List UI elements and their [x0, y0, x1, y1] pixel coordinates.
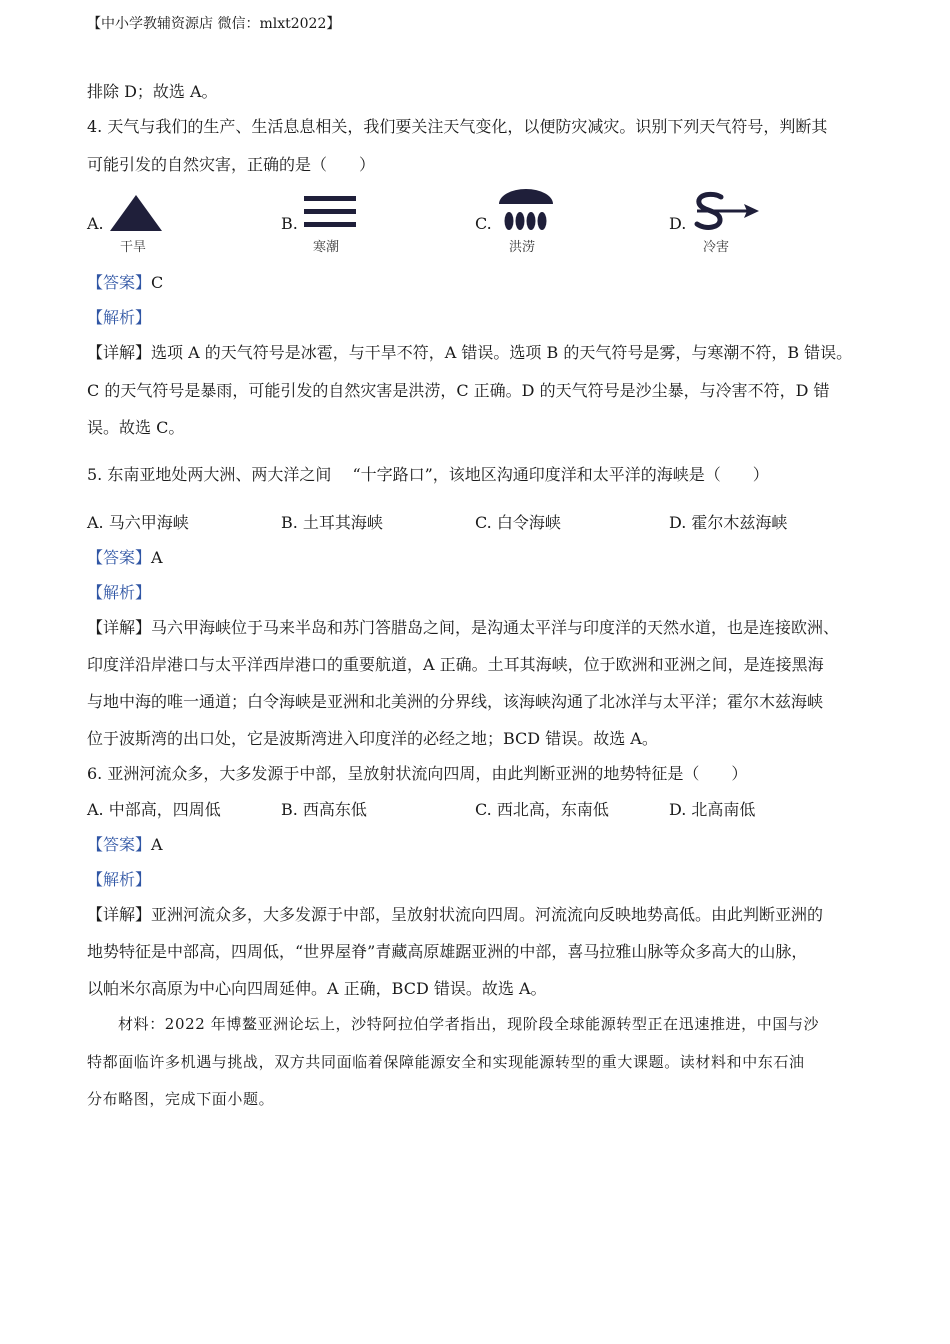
- q4-option-a-caption: 干旱: [120, 240, 147, 255]
- q6-option-a: A. 中部高，四周低: [87, 800, 221, 819]
- q4-option-c-caption: 洪涝: [509, 240, 536, 255]
- rainstorm-icon: [497, 188, 555, 234]
- question-4-stem-cont: 可能引发的自然灾害，正确的是（ ）: [87, 155, 376, 174]
- sandstorm-icon: [689, 190, 761, 234]
- q4-detail-line: [87, 343, 852, 363]
- detail-tag: 【详解】: [87, 343, 152, 362]
- q5-answer-line: [87, 548, 163, 568]
- detail-tag: 【详解】: [87, 905, 152, 924]
- q4-option-b-label: B.: [281, 214, 298, 233]
- triangle-icon: [109, 194, 163, 232]
- q5-option-b: B. 土耳其海峡: [281, 513, 383, 532]
- detail-text: 亚洲河流众多，大多发源于中部，呈放射状流向四周。河流流向反映地势高低。由此判断亚洲的: [151, 905, 824, 924]
- question-4-stem: 4. 天气与我们的生产、生活息息相关，我们要关注天气变化，以便防灾减灾。识别下列天气符号，判断其: [87, 117, 828, 136]
- page-header: 【中小学教辅资源店 微信：mlxt2022】: [87, 16, 341, 32]
- q5-option-a: A. 马六甲海峡: [87, 513, 189, 532]
- q5-option-d: D. 霍尔木兹海峡: [669, 513, 788, 532]
- answer-tag: 【答案】: [87, 548, 152, 567]
- answer-tag: 【答案】: [87, 835, 152, 854]
- q4-option-a-label: A.: [87, 214, 104, 233]
- material-passage-cont: 特都面临许多机遇与挑战，双方共同面临着保障能源安全和实现能源转型的重大课题。读材料和中东石油: [87, 1053, 805, 1071]
- detail-text: 马六甲海峡位于马来半岛和苏门答腊岛之间，是沟通太平洋与印度洋的天然水道，也是连接欧洲、: [151, 618, 840, 637]
- material-passage: 材料：2022 年博鳌亚洲论坛上，沙特阿拉伯学者指出，现阶段全球能源转型正在迅速推进，中国与沙: [118, 1015, 820, 1033]
- q4-answer-line: [87, 273, 163, 293]
- answer-value: A: [151, 548, 163, 567]
- answer-value: C: [151, 273, 164, 292]
- q4-option-c-label: C.: [475, 214, 492, 233]
- q4-option-d-label: D.: [669, 214, 687, 233]
- q4-detail-cont: 误。故选 C。: [87, 418, 185, 437]
- answer-tag: 【答案】: [87, 273, 152, 292]
- q4-option-b-caption: 寒潮: [313, 240, 340, 255]
- q4-detail-cont: C 的天气符号是暴雨，可能引发的自然灾害是洪涝，C 正确。D 的天气符号是沙尘暴，与冷害不符，D 错: [87, 381, 830, 400]
- question-6-stem: 6. 亚洲河流众多，大多发源于中部，呈放射状流向四周，由此判断亚洲的地势特征是（ ）: [87, 764, 748, 783]
- q6-detail-cont: 地势特征是中部高，四周低，“世界屋脊”青藏高原雄踞亚洲的中部，喜马拉雅山脉等众多高大的山脉，: [87, 942, 808, 961]
- q6-detail-cont: 以帕米尔高原为中心向四周延伸。A 正确，BCD 错误。故选 A。: [87, 979, 547, 998]
- answer-value: A: [151, 835, 163, 854]
- q6-option-b: B. 西高东低: [281, 800, 367, 819]
- q6-detail-line: [87, 905, 823, 925]
- material-passage-cont: 分布略图，完成下面小题。: [87, 1090, 275, 1108]
- question-5-stem: 5. 东南亚地处两大洲、两大洋之间 “十字路口”，该地区沟通印度洋和太平洋的海峡是（ ）: [87, 465, 769, 484]
- analysis-tag: 【解析】: [87, 583, 152, 602]
- q5-detail-cont: 印度洋沿岸港口与太平洋西岸港口的重要航道，A 正确。土耳其海峡，位于欧洲和亚洲之间，是连接黑海: [87, 655, 824, 674]
- analysis-tag: 【解析】: [87, 308, 152, 327]
- q5-detail-cont: 与地中海的唯一通道；白令海峡是亚洲和北美洲的分界线，该海峡沟通了北冰洋与太平洋；霍尔木兹海峡: [87, 692, 824, 711]
- q4-option-d-caption: 冷害: [703, 240, 730, 255]
- fog-lines-icon: [304, 196, 356, 228]
- q5-detail-cont: 位于波斯湾的出口处，它是波斯湾进入印度洋的必经之地；BCD 错误。故选 A。: [87, 729, 658, 748]
- q6-option-d: D. 北高南低: [669, 800, 756, 819]
- detail-tag: 【详解】: [87, 618, 152, 637]
- text-line: 排除 D；故选 A。: [87, 82, 218, 101]
- q6-option-c: C. 西北高，东南低: [475, 800, 609, 819]
- q5-detail-line: [87, 618, 839, 638]
- detail-text: 选项 A 的天气符号是冰雹，与干旱不符，A 错误。选项 B 的天气符号是雾，与寒潮不符，B 错误。: [151, 343, 853, 362]
- q5-option-c: C. 白令海峡: [475, 513, 561, 532]
- q6-answer-line: [87, 835, 163, 855]
- analysis-tag: 【解析】: [87, 870, 152, 889]
